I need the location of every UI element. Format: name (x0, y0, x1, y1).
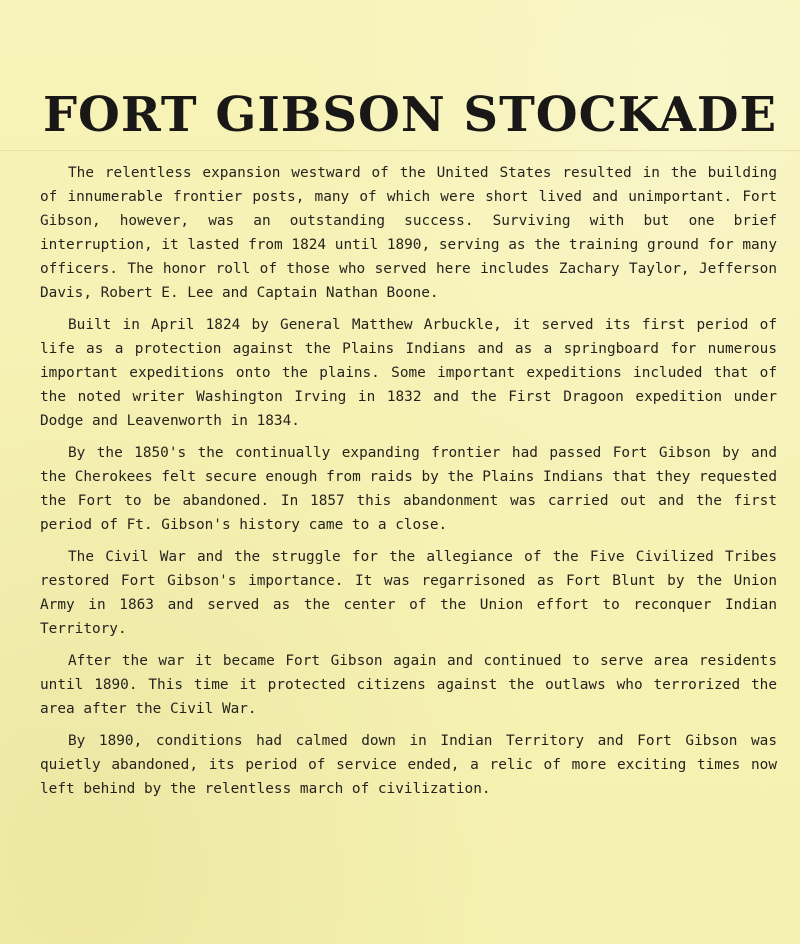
paragraph: After the war it became Fort Gibson again and continued to serve area residents until 1890. This time it protected citizens against the outlaws who terrorized the area after the Civil War. (40, 653, 777, 717)
paragraph: By 1890, conditions had calmed down in Indian Territory and Fort Gibson was quietly abandoned, its period of service ended, a relic of more exciting times now left behind by the relentless march of civilization. (40, 733, 777, 797)
document-body (40, 161, 777, 809)
paper-crease (0, 150, 800, 151)
paragraph: Built in April 1824 by General Matthew Arbuckle, it served its first period of life as a protection against the Plains Indians and as a springboard for numerous important expeditions onto the plains. Some important expeditions included that of the noted writer Washington Irving in 1832 and the First Dragoon expedition under Dodge and Leavenworth in 1834. (40, 317, 777, 429)
paragraph: By the 1850's the continually expanding frontier had passed Fort Gibson by and the Cherokees felt secure enough from raids by the Plains Indians that they requested the Fort to be abandoned. In 1857 this abandonment was carried out and the first period of Ft. Gibson's history came to a close. (40, 445, 777, 533)
document-title: FORT GIBSON STOCKADE (42, 87, 778, 143)
paragraph: The relentless expansion westward of the United States resulted in the building of innumerable frontier posts, many of which were short lived and unimportant. Fort Gibson, however, was an outstanding success. Surviving with but one brief interruption, it lasted from 1824 until 1890, serving as the training ground for many officers. The honor roll of those who served here includes Zachary Taylor, Jefferson Davis, Robert E. Lee and Captain Nathan Boone. (40, 165, 777, 301)
paragraph: The Civil War and the struggle for the allegiance of the Five Civilized Tribes restored Fort Gibson's importance. It was regarrisoned as Fort Blunt by the Union Army in 1863 and served as the center of the Union effort to reconquer Indian Territory. (40, 549, 777, 637)
